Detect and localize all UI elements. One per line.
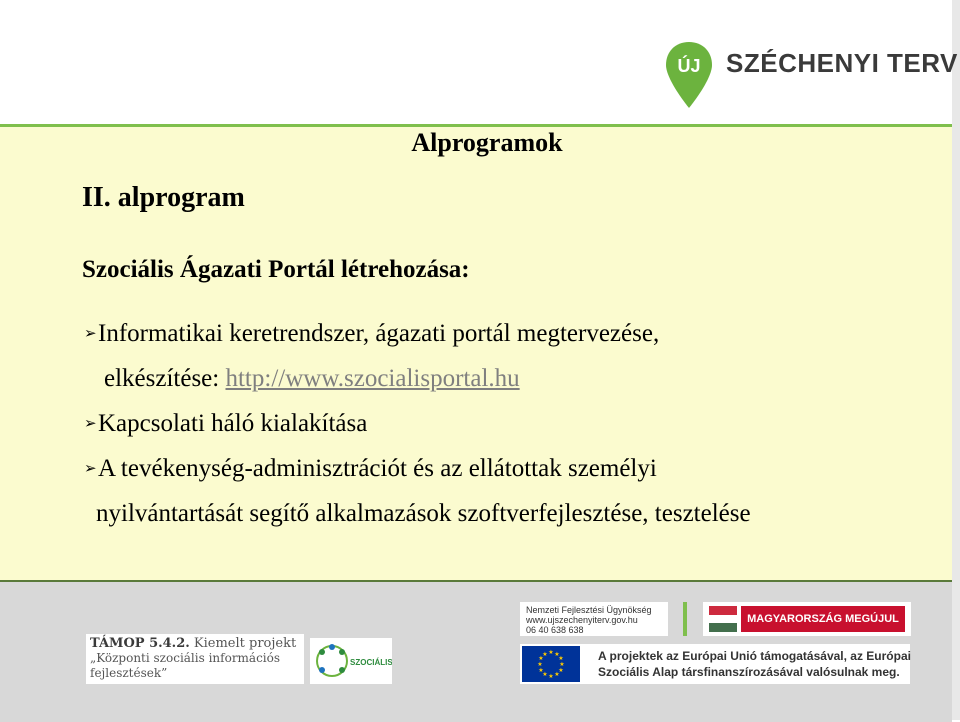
tamop-code: TÁMOP 5.4.2. [90, 636, 190, 651]
svg-text:★: ★ [538, 655, 544, 662]
magyarorszag-megujul-box [703, 602, 911, 636]
bullet-2-text: Kapcsolati háló kialakítása [98, 410, 368, 437]
title-wrapper [0, 128, 952, 158]
svg-text:★: ★ [538, 667, 544, 674]
tamop-project-box [86, 634, 304, 684]
footer-separator [683, 602, 687, 636]
bullet-arrow-icon: ➢ [84, 416, 97, 432]
bullet-item-1 [84, 320, 659, 348]
bullet-item-2 [84, 410, 367, 438]
svg-text:★: ★ [558, 655, 564, 662]
nfu-phone: 06 40 638 638 [526, 625, 584, 635]
bullet-arrow-icon: ➢ [84, 461, 97, 477]
bullet-1-prefix: elkészítése: [104, 365, 226, 392]
slide-title: Alprogramok [411, 128, 563, 157]
slide-content [0, 127, 952, 580]
nfu-name: Nemzeti Fejlesztési Ügynökség [526, 605, 652, 615]
eu-funding-box [520, 644, 910, 684]
svg-text:★: ★ [558, 667, 564, 674]
bullet-item-3 [84, 455, 657, 483]
slide-footer [0, 580, 952, 722]
bullet-3-continuation: nyilvántartását segítő alkalmazások szoftverfejlesztése, tesztelése [96, 500, 751, 527]
bullet-3-text: A tevékenység-adminisztrációt és az ellátottak személyi [98, 455, 657, 482]
svg-text:★: ★ [542, 651, 548, 658]
bullet-arrow-icon: ➢ [84, 326, 97, 342]
magyarorszag-megujul-label: MAGYARORSZÁG MEGÚJUL [741, 606, 905, 632]
svg-text:★: ★ [542, 671, 548, 678]
slide-subtitle: II. alprogram [82, 182, 245, 213]
tamop-line-2: „Központi szociális információs [90, 651, 281, 665]
right-edge-strip [952, 0, 960, 720]
tamop-line-3: fejlesztések” [90, 666, 168, 680]
nfu-website: www.ujszechenyiterv.gov.hu [526, 615, 638, 625]
tamop-project: Kiemelt projekt [193, 636, 297, 651]
logo-pin-text: ÚJ [677, 56, 701, 76]
szoc-logo-text: SZOCIÁLIS [350, 658, 392, 667]
eu-funding-text [598, 648, 911, 680]
map-pin-icon [664, 40, 714, 110]
svg-text:★: ★ [548, 649, 554, 656]
section-heading: Szociális Ágazati Portál létrehozása: [82, 256, 470, 283]
hungarian-flag-icon [709, 606, 737, 632]
svg-text:★: ★ [554, 671, 560, 678]
tamop-line-1 [90, 636, 300, 651]
people-circle-icon [310, 638, 392, 684]
svg-text:★: ★ [537, 661, 543, 668]
svg-text:★: ★ [548, 673, 554, 680]
svg-text:★: ★ [554, 651, 560, 658]
szechenyi-terv-logo [664, 40, 958, 112]
portal-link[interactable]: http://www.szocialisportal.hu [225, 365, 520, 392]
eu-line-2: Szociális Alap társfinanszírozásával valósulnak meg. [598, 665, 900, 679]
logo-text: SZÉCHENYI TERV [726, 48, 958, 78]
nfu-info-box [520, 602, 668, 636]
svg-text:★: ★ [559, 661, 565, 668]
bullet-1-continuation [104, 365, 520, 393]
eu-flag-icon [522, 646, 580, 682]
szocialis-logo [310, 638, 392, 684]
bullet-1-text: Informatikai keretrendszer, ágazati portál megtervezése, [98, 320, 660, 347]
eu-line-1: A projektek az Európai Unió támogatásával, az Európai [598, 649, 911, 663]
